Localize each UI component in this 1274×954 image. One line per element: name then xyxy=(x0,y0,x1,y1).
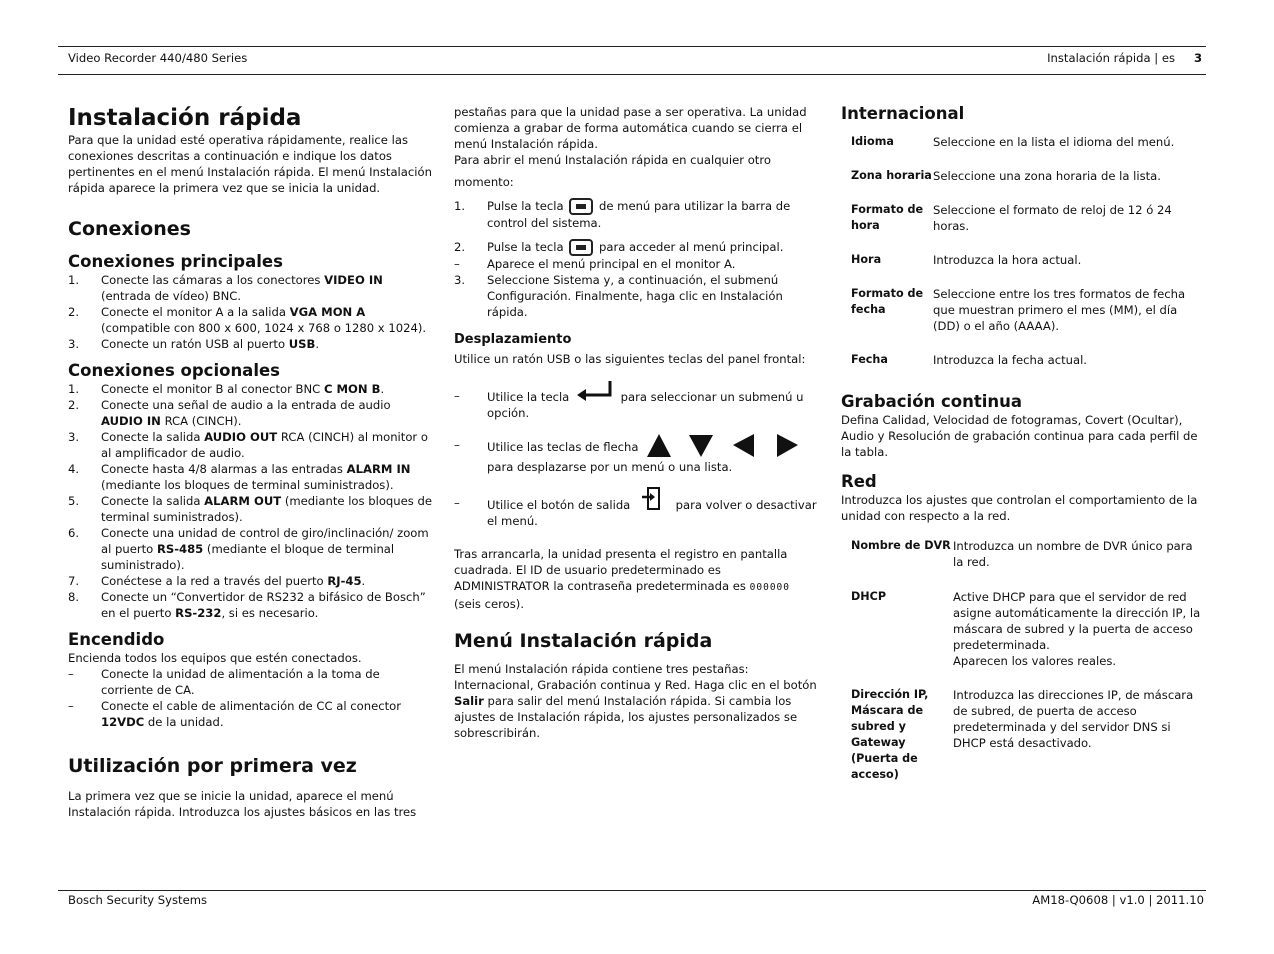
menu-key-icon xyxy=(569,239,593,256)
desplazamiento-heading: Desplazamiento xyxy=(454,332,572,347)
list-text: Conecte el monitor B al conector BNC xyxy=(101,382,324,396)
table-key: Fecha xyxy=(851,353,888,366)
principales-list xyxy=(68,272,432,352)
list-text-end: RCA (CINCH). xyxy=(160,414,242,428)
step-3-text: Seleccione Sistema y, a continuación, el submenú Configuración. Finalmente, haga clic en Instalación rápida. xyxy=(487,273,783,319)
table-key: Hora xyxy=(851,253,882,266)
doc-title: Video Recorder 440/480 Series xyxy=(68,51,248,65)
list-text: Conecte la salida xyxy=(101,430,205,444)
table-value: Introduzca la fecha actual. xyxy=(933,353,1087,367)
step-3-num: 3. xyxy=(454,273,466,287)
table-value: Introduzca la hora actual. xyxy=(933,253,1082,267)
list-text-end: (entrada de vídeo) BNC. xyxy=(101,289,242,303)
menu-text-c: para salir del menú Instalación rápida. Si cambia los ajustes de Instalación rápida, los ajustes personalizados se sobrescribirán. xyxy=(454,694,798,740)
list-text: Conecte un “Convertidor de RS232 a bifásico de Bosch” en el puerto xyxy=(101,590,426,620)
column-1 xyxy=(68,104,432,820)
list-bold-term: RS-485 xyxy=(156,542,204,556)
list-marker: – xyxy=(68,667,74,681)
step-1 xyxy=(454,198,818,231)
list-text-end: (mediante los bloques de terminal suministrados). xyxy=(101,478,394,492)
opcionales-heading: Conexiones opcionales xyxy=(68,361,280,380)
list-bold-term: AUDIO OUT xyxy=(204,430,278,444)
list-bold-term: RS-232 xyxy=(175,606,222,620)
table-key: DHCP xyxy=(851,590,887,603)
momento-text: momento: xyxy=(454,175,514,189)
encendido-list xyxy=(68,666,432,730)
nav-exit-text-a: Utilice el botón de salida xyxy=(487,498,631,512)
header-top-rule xyxy=(58,46,1206,47)
list-marker: 1. xyxy=(68,382,80,396)
table-key: Nombre de DVR xyxy=(851,539,951,552)
menu-text-a: El menú Instalación rápida contiene tres pestañas: Internacional, Grabación continua y Red. Haga clic en el botón xyxy=(454,662,817,692)
tras-text-a: Tras arrancarla, la unidad presenta el registro en pantalla cuadrada. El ID de usuario predeterminado es ADMINISTRATOR la contraseña predeterminada es xyxy=(454,547,788,593)
nav-exit-dash: – xyxy=(454,496,460,510)
red-heading: Red xyxy=(841,472,877,491)
table-key: Zona horaria xyxy=(851,169,932,182)
list-text: Conecte las cámaras a los conectores xyxy=(101,273,325,287)
list-bold-term: ALARM OUT xyxy=(204,494,282,508)
list-text: Conecte la salida xyxy=(101,494,205,508)
list-bold-term: C MON B xyxy=(323,382,381,396)
exit-key-icon xyxy=(638,487,668,511)
list-bold-term: ALARM IN xyxy=(346,462,411,476)
page-number: 3 xyxy=(1194,51,1203,65)
conexiones-heading: Conexiones xyxy=(68,218,191,240)
column-2 xyxy=(454,104,818,741)
menu-text-salir: Salir xyxy=(454,694,484,708)
list-item xyxy=(68,525,432,573)
nav-enter-dash: – xyxy=(454,389,460,403)
list-text: Conecte hasta 4/8 alarmas a las entradas xyxy=(101,462,347,476)
grabacion-heading: Grabación continua xyxy=(841,392,1023,411)
list-text-end: . xyxy=(380,382,385,396)
enter-key-icon xyxy=(575,379,615,403)
step-3 xyxy=(454,272,818,320)
list-text-end: (compatible con 800 x 600, 1024 x 768 o 1280 x 1024). xyxy=(101,321,427,335)
cont-text: pestañas para que la unidad pase a ser operativa. La unidad comienza a grabar de forma automática cuando se cierra el menú Instalación rápida. xyxy=(454,105,807,151)
step-2-num: 2. xyxy=(454,240,466,254)
list-marker: 3. xyxy=(68,430,80,444)
internacional-heading: Internacional xyxy=(841,104,965,123)
encendido-heading: Encendido xyxy=(68,630,165,649)
list-marker: 6. xyxy=(68,526,80,540)
table-value: Active DHCP para que el servidor de red asigne automáticamente la dirección IP, la máscara de subred y la puerta de acceso predeterminada. Aparecen los valores reales. xyxy=(953,590,1201,668)
list-item xyxy=(68,698,432,730)
list-item xyxy=(68,272,432,304)
list-marker: 5. xyxy=(68,494,80,508)
step-2-sub xyxy=(454,256,818,272)
list-marker: 4. xyxy=(68,462,80,476)
list-marker: 7. xyxy=(68,574,80,588)
arrow-keys-icon xyxy=(646,433,806,459)
list-marker: 3. xyxy=(68,337,80,351)
list-text-end: RCA (CINCH) al monitor o al amplificador de audio. xyxy=(101,430,428,460)
list-marker: – xyxy=(68,699,74,713)
menu-key-icon xyxy=(569,198,593,215)
list-text-end: (mediante los bloques de terminal suministrados). xyxy=(101,494,432,524)
footer-rule xyxy=(58,890,1206,891)
list-text: Conecte el monitor A a la salida xyxy=(101,305,290,319)
list-item xyxy=(68,304,432,336)
table-key: Formato de fecha xyxy=(851,287,924,316)
arrow-right-icon xyxy=(777,434,798,457)
tras-text xyxy=(454,546,818,612)
table-value: Seleccione en la lista el idioma del menú. xyxy=(933,135,1175,149)
list-text: Conecte una unidad de control de giro/inclinación/ zoom al puerto xyxy=(101,526,429,556)
table-key: Formato de hora xyxy=(851,203,924,232)
step-1-num: 1. xyxy=(454,199,466,213)
footer-doc-id: AM18-Q0608 | v1.0 | 2011.10 xyxy=(1032,893,1204,907)
list-item xyxy=(68,381,432,397)
primera-vez-heading: Utilización por primera vez xyxy=(68,755,357,777)
list-text: Conecte el cable de alimentación de CC al conector xyxy=(101,699,401,713)
list-text-end: de la unidad. xyxy=(144,715,224,729)
list-item xyxy=(68,397,432,429)
list-item xyxy=(68,429,432,461)
nav-exit xyxy=(454,487,818,529)
intro-text: Para que la unidad esté operativa rápidamente, realice las conexiones descritas a continuación e indique los datos pertinentes en el menú Instalación rápida. El menú Instalación rápida aparece la primera vez que se inicia la unidad. xyxy=(68,133,432,195)
list-text: Conecte la unidad de alimentación a la toma de corriente de CA. xyxy=(101,667,380,697)
grabacion-text: Defina Calidad, Velocidad de fotogramas, Covert (Ocultar), Audio y Resolución de grabación continua para cada perfil de la tabla. xyxy=(841,413,1198,459)
list-bold-term: RJ-45 xyxy=(327,574,362,588)
list-item xyxy=(68,461,432,493)
tras-text-end: (seis ceros). xyxy=(454,597,525,611)
list-item xyxy=(68,666,432,698)
list-text: Conéctese a la red a través del puerto xyxy=(101,574,328,588)
page-title: Instalación rápida xyxy=(68,105,302,131)
step-1-text-a: Pulse la tecla xyxy=(487,199,568,213)
header-section: Instalación rápida | es xyxy=(1047,51,1175,65)
red-table xyxy=(841,538,1206,783)
list-bold-term: AUDIO IN xyxy=(101,414,161,428)
nav-arrows-text-b: para desplazarse por un menú o una lista. xyxy=(487,460,733,474)
column-3 xyxy=(841,104,1206,783)
list-item xyxy=(68,493,432,525)
arrow-left-icon xyxy=(733,434,754,457)
red-text: Introduzca los ajustes que controlan el comportamiento de la unidad con respecto a la red. xyxy=(841,493,1198,523)
abrir-text: Para abrir el menú Instalación rápida en cualquier otro xyxy=(454,153,771,167)
list-item xyxy=(68,589,432,621)
desplazamiento-intro: Utilice un ratón USB o las siguientes teclas del panel frontal: xyxy=(454,352,806,366)
list-marker: 1. xyxy=(68,273,80,287)
principales-heading: Conexiones principales xyxy=(68,252,283,271)
nav-enter-text-a: Utilice la tecla xyxy=(487,390,570,404)
arrow-up-icon xyxy=(647,434,671,457)
default-password: 000000 xyxy=(749,582,790,593)
list-bold-term: VIDEO IN xyxy=(324,273,383,287)
list-item xyxy=(68,573,432,589)
header-bottom-rule xyxy=(58,74,1206,75)
list-bold-term: VGA MON A xyxy=(289,305,366,319)
step-2 xyxy=(454,239,818,256)
list-text-end: . xyxy=(315,337,320,351)
nav-exit-text-b: para volver o desactivar el menú. xyxy=(487,498,817,528)
step-2-text-a: Pulse la tecla xyxy=(487,240,568,254)
list-marker: 2. xyxy=(68,305,80,319)
table-value: Introduzca un nombre de DVR único para la red. xyxy=(953,539,1193,569)
nav-arrows-text-a: Utilice las teclas de flecha xyxy=(487,440,639,454)
arrow-down-icon xyxy=(689,435,713,457)
primera-vez-text: La primera vez que se inicie la unidad, aparece el menú Instalación rápida. Introduzca los ajustes básicos en las tres xyxy=(68,789,417,819)
list-bold-term: USB xyxy=(288,337,316,351)
step-2-text-b: para acceder al menú principal. xyxy=(595,240,784,254)
table-key: Dirección IP, Máscara de subred y Gateway (Puerta de acceso) xyxy=(851,688,929,781)
menu-text xyxy=(454,661,818,741)
list-text: Conecte una señal de audio a la entrada de audio xyxy=(101,398,391,412)
list-text: Conecte un ratón USB al puerto xyxy=(101,337,289,351)
list-marker: 2. xyxy=(68,398,80,412)
list-marker: 8. xyxy=(68,590,80,604)
footer-company: Bosch Security Systems xyxy=(68,893,208,907)
table-value: Seleccione el formato de reloj de 12 ó 24 horas. xyxy=(933,203,1172,233)
table-value: Seleccione entre los tres formatos de fecha que muestran primero el mes (MM), el día (DD) o el año (AAAA). xyxy=(933,287,1186,333)
list-text-end: , si es necesario. xyxy=(221,606,319,620)
internacional-table xyxy=(841,134,1206,382)
opcionales-list xyxy=(68,381,432,621)
table-value: Seleccione una zona horaria de la lista. xyxy=(933,169,1161,183)
list-bold-term: 12VDC xyxy=(101,715,145,729)
table-value: Introduzca las direcciones IP, de máscara de subred, de puerta de acceso predeterminada y del servidor DNS si DHCP está desactivado. xyxy=(953,688,1194,750)
list-text-end: (mediante el bloque de terminal suministrado). xyxy=(101,542,395,572)
list-text-end: . xyxy=(361,574,366,588)
step-1-text-b: de menú para utilizar la barra de control del sistema. xyxy=(487,199,791,230)
nav-enter-text-b: para seleccionar un submenú u opción. xyxy=(487,390,804,420)
nav-arrows-dash: – xyxy=(454,438,460,452)
menu-heading: Menú Instalación rápida xyxy=(454,630,713,652)
nav-arrows xyxy=(454,433,818,475)
table-key: Idioma xyxy=(851,135,894,148)
step-2-sub-text: Aparece el menú principal en el monitor A. xyxy=(487,257,736,271)
nav-enter xyxy=(454,379,818,421)
encendido-intro: Encienda todos los equipos que estén conectados. xyxy=(68,651,362,665)
step-2-sub-dash: – xyxy=(454,257,460,271)
list-item xyxy=(68,336,432,352)
